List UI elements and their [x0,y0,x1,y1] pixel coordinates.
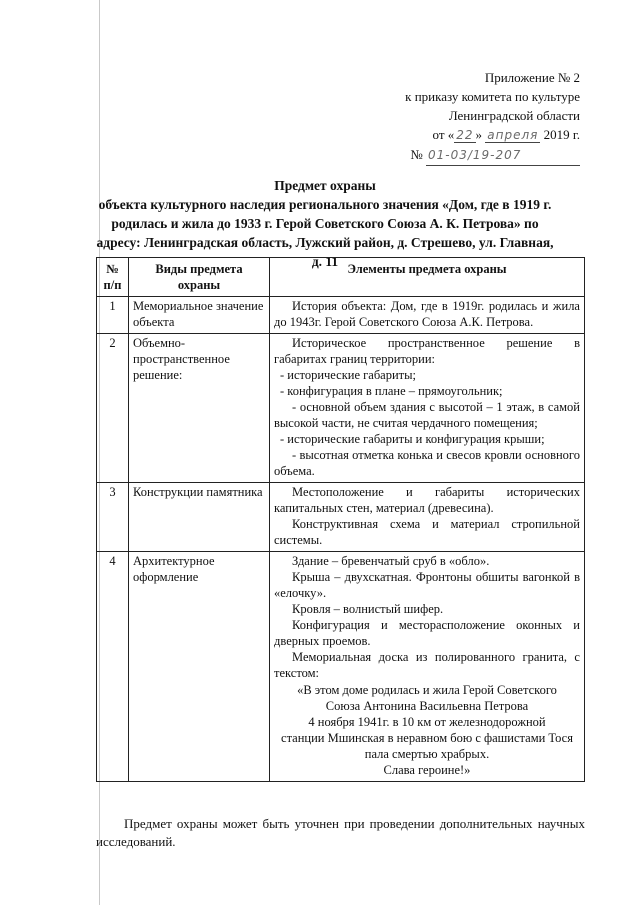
row-elements [270,334,585,483]
appendix-title: Приложение № 2 [484,70,580,85]
element-text: Конфигурация и месторасположение оконных и дверных проемов. [274,618,580,648]
row-elements [270,552,585,782]
row-number: 3 [97,483,129,552]
element-text: Мемориальная доска из полированного гранита, с текстом: [274,650,580,680]
header-kind: Виды предмета охраны [129,258,270,297]
appendix-date: от « 22 » апреля 2019 г. [432,127,580,142]
plaque-citation-line: 4 ноября 1941г. в 10 км от железнодорожной [308,715,546,729]
header-elements: Элементы предмета охраны [270,258,585,297]
row-kind: Конструкции памятника [129,483,270,552]
row-number: 1 [97,297,129,334]
plaque-citation-line: «В этом доме родилась и жила Герой Советского [297,683,557,697]
row-kind: Мемориальное значение объекта [129,297,270,334]
title-object: объекта культурного наследия регионального значения «Дом, где в 1919 г. родилась и жила до 1933 г. Герой Советского Союза А. К. Петрова» по адресу: Ленинградская область, Лужский район, д. Стрешево, ул. Главная, д. 11 [96,197,554,269]
plaque-citation-line: Союза Антонина Васильевна Петрова [325,699,529,713]
element-bullet: - исторические габариты и конфигурация крыши; [280,432,545,446]
header-number: № п/п [97,258,129,297]
element-bullet: - конфигурация в плане – прямоугольник; [280,384,503,398]
protection-table [96,257,585,782]
element-bullet: - высотная отметка конька и свесов кровли основного объема. [274,448,580,478]
appendix-number: № 01-03/19-207 [370,145,580,166]
date-year: 2019 г. [543,127,580,142]
row-elements [270,297,585,334]
element-text: Здание – бревенчатый сруб в «обло». [292,554,490,568]
row-number: 2 [97,334,129,483]
table-row [97,297,585,334]
element-text: Крыша – двухскатная. Фронтоны обшиты вагонкой в «елочку». [274,570,580,600]
appendix-block [370,68,580,166]
plaque-citation-line: Слава героине!» [383,763,471,777]
row-number: 4 [97,552,129,782]
element-text: Местоположение и габариты исторических капитальных стен, материал (древесина). [274,485,580,515]
plaque-citation-line: пала смертью храбрых. [364,747,490,761]
footer-text: Предмет охраны может быть уточнен при проведении дополнительных научных исследований. [96,816,585,849]
row-kind: Архитектурное оформление [129,552,270,782]
element-text: История объекта: Дом, где в 1919г. родилась и жила до 1943г. Герой Советского Союза А.К. Петрова. [274,299,580,329]
element-text: Историческое пространственное решение в габаритах границ территории: [274,336,580,366]
element-text: Конструктивная схема и материал стропильной системы. [274,517,580,547]
title-main: Предмет охраны [274,178,376,193]
table-row [97,483,585,552]
element-bullet: - основной объем здания с высотой – 1 этаж, в самой высокой части, не считая чердачного помещения; [274,400,580,430]
row-kind: Объемно-пространственное решение: [129,334,270,483]
appendix-order-ref: к приказу комитета по культуре [405,89,580,104]
footer-note [96,815,585,851]
table-row [97,552,585,782]
element-text: Кровля – волнистый шифер. [292,602,444,616]
plaque-citation-line: станции Мшинская в неравном бою с фашистами Тося [281,731,573,745]
order-number-handwritten: 01-03/19-207 [426,146,580,166]
table-header-row [97,258,585,297]
table-row [97,334,585,483]
date-month-handwritten: апреля [487,128,539,142]
date-day-handwritten: 22 [456,128,474,142]
row-elements [270,483,585,552]
element-bullet: - исторические габариты; [280,368,416,382]
appendix-region: Ленинградской области [448,108,580,123]
